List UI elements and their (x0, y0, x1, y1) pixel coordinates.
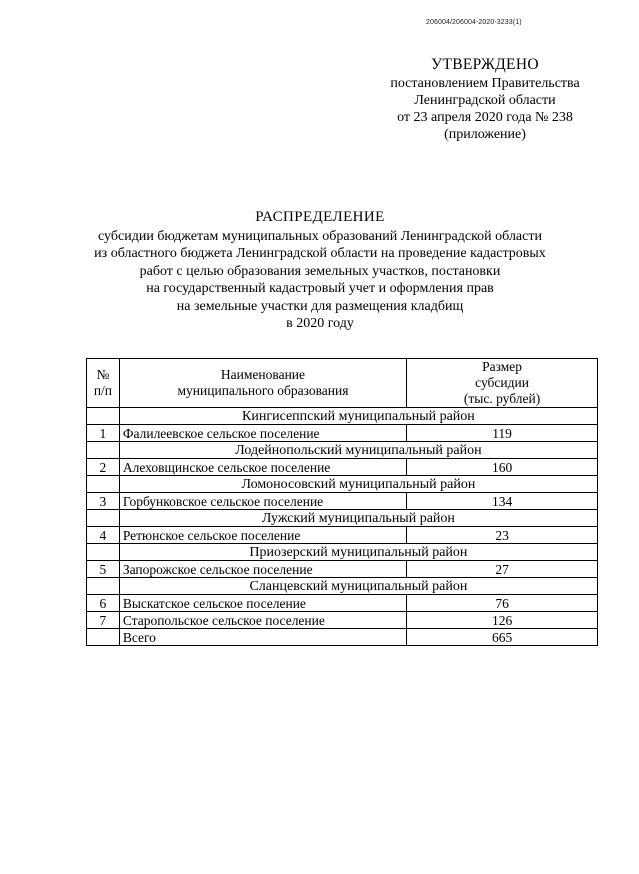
heading-line: на государственный кадастровый учет и оформления прав (146, 281, 494, 296)
header-name-line: Наименование (220, 367, 306, 382)
district-blank-cell (87, 510, 120, 527)
header-amount-line: Размер (482, 359, 523, 374)
row-amount: 119 (407, 425, 598, 442)
approval-line: постановлением Правительства (390, 76, 580, 91)
approval-line: от 23 апреля 2020 года № 238 (397, 110, 573, 125)
row-number: 5 (87, 561, 120, 578)
heading-line: работ с целью образования земельных участков, постановки (139, 263, 501, 279)
district-row (87, 578, 598, 595)
row-number: 3 (87, 493, 120, 510)
table-row (87, 459, 598, 476)
row-municipality: Старопольское сельское поселение (119, 612, 406, 629)
approval-title: УТВЕРЖДЕНО (431, 56, 539, 73)
district-row (87, 476, 598, 493)
header-amount (407, 359, 598, 408)
heading-line: в 2020 году (286, 316, 354, 331)
heading-line: на земельные участки для размещения кладбищ (176, 298, 464, 314)
header-name-line: муниципального образования (177, 383, 349, 398)
table-row (87, 493, 598, 510)
district-name: Ломоносовский муниципальный район (119, 476, 597, 493)
header-amount-line: (тыс. рублей) (463, 391, 541, 406)
row-municipality: Ретюнское сельское поселение (119, 527, 406, 544)
row-amount: 134 (407, 493, 598, 510)
table-row (87, 527, 598, 544)
row-amount: 160 (407, 459, 598, 476)
table-header-row (87, 359, 598, 408)
row-number: 2 (87, 459, 120, 476)
total-row (87, 629, 598, 646)
district-name: Приозерский муниципальный район (119, 544, 597, 561)
table-row (87, 612, 598, 629)
heading-line: субсидии бюджетам муниципальных образований Ленинградской области (98, 228, 542, 244)
row-amount: 23 (407, 527, 598, 544)
approval-line: (приложение) (444, 127, 526, 142)
row-amount: 76 (407, 595, 598, 612)
header-number-line: № (96, 367, 110, 382)
row-number: 4 (87, 527, 120, 544)
district-blank-cell (87, 476, 120, 493)
table-row (87, 595, 598, 612)
heading-title: РАСПРЕДЕЛЕНИЕ (255, 209, 385, 225)
district-row (87, 408, 598, 425)
approval-block (370, 56, 600, 143)
header-amount-line: субсидии (475, 375, 529, 390)
district-row (87, 544, 598, 561)
row-number: 7 (87, 612, 120, 629)
row-amount: 27 (407, 561, 598, 578)
row-municipality: Горбунковское сельское поселение (119, 493, 406, 510)
total-label: Всего (119, 629, 406, 646)
district-name: Сланцевский муниципальный район (119, 578, 597, 595)
table-row (87, 425, 598, 442)
row-municipality: Алеховщинское сельское поселение (119, 459, 406, 476)
district-name: Кингисеппский муниципальный район (119, 408, 597, 425)
header-name (119, 359, 406, 408)
row-municipality: Выскатское сельское поселение (119, 595, 406, 612)
row-amount: 126 (407, 612, 598, 629)
total-number-cell (87, 629, 120, 646)
district-blank-cell (87, 408, 120, 425)
header-number (87, 359, 120, 408)
distribution-table (86, 358, 598, 646)
document-heading (60, 209, 580, 333)
district-blank-cell (87, 578, 120, 595)
row-municipality: Фалилеевское сельское поселение (119, 425, 406, 442)
district-name: Лужский муниципальный район (119, 510, 597, 527)
district-row (87, 510, 598, 527)
district-blank-cell (87, 442, 120, 459)
document-id: 206004/206004-2020-3233(1) (426, 19, 522, 26)
header-number-line: п/п (93, 383, 113, 398)
district-blank-cell (87, 544, 120, 561)
row-number: 6 (87, 595, 120, 612)
total-amount: 665 (407, 629, 598, 646)
district-row (87, 442, 598, 459)
row-municipality: Запорожское сельское поселение (119, 561, 406, 578)
table-row (87, 561, 598, 578)
district-name: Лодейнопольский муниципальный район (119, 442, 597, 459)
approval-line: Ленинградской области (414, 93, 556, 108)
heading-line: из областного бюджета Ленинградской области на проведение кадастровых (94, 246, 546, 261)
row-number: 1 (87, 425, 120, 442)
